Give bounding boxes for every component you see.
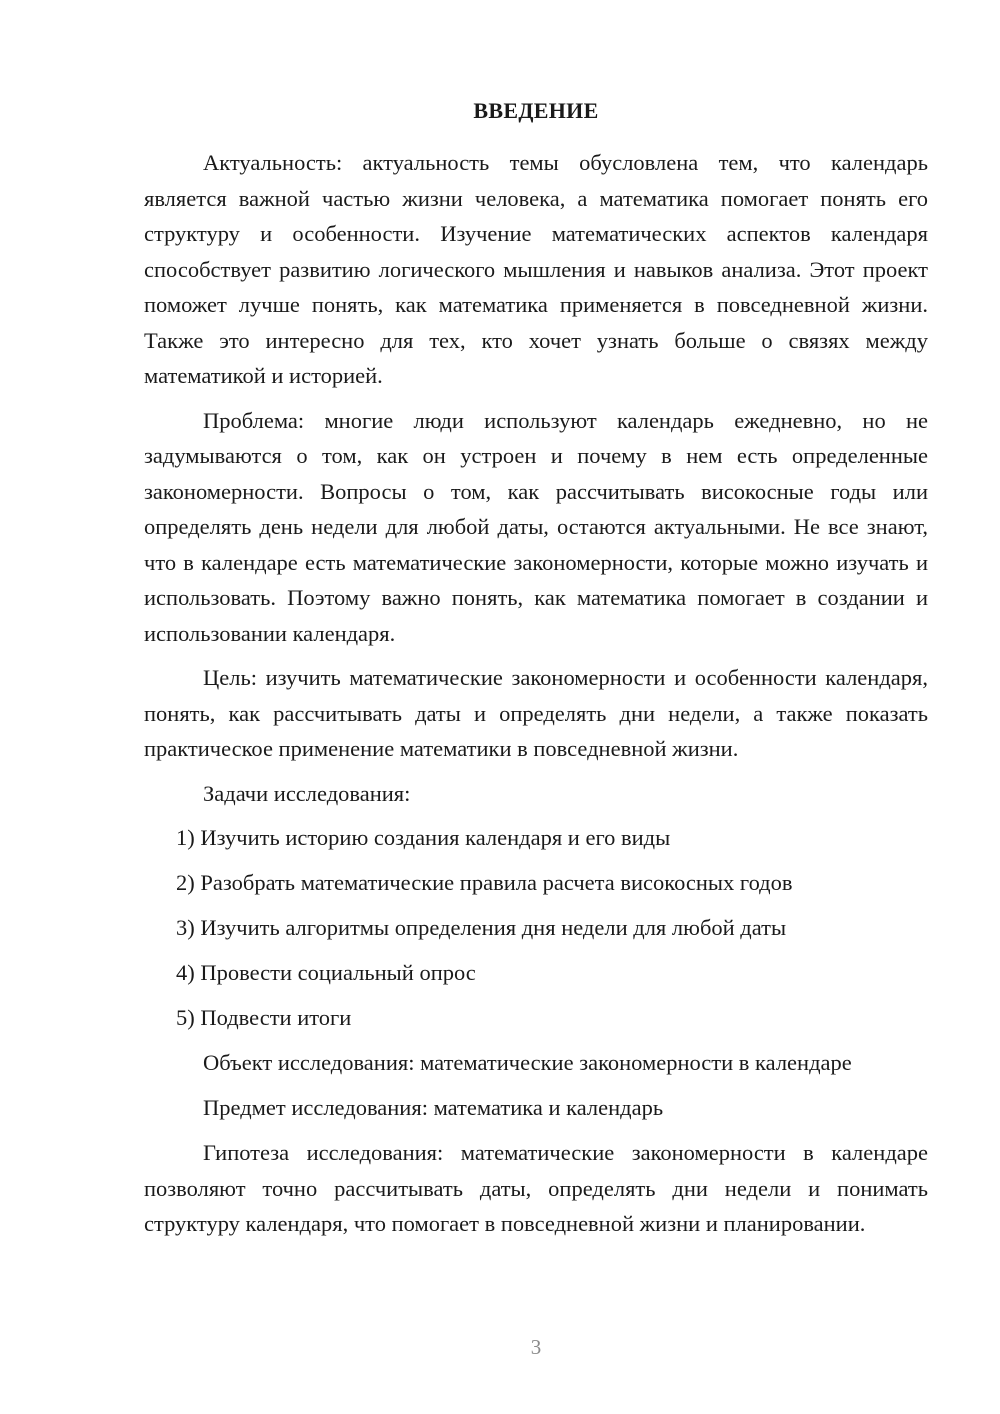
research-object: Объект исследования: математические закономерности в календаре [203, 1050, 852, 1075]
problem-paragraph: Проблема: многие люди используют календарь ежедневно, но не задумываются о том, как он устроен и почему в нем есть определенные закономерности. Вопросы о том, как рассчитывать високосные годы или определять день недели для любой даты, остаются актуальными. Не все знают, что в календаре есть математические закономерности, которые можно изучать и использовать. Поэтому важно понять, как математика помогает в создании и использовании календаря. [144, 407, 928, 646]
page-number: 3 [530, 1335, 542, 1359]
goal-paragraph: Цель: изучить математические закономерности и особенности календаря, понять, как рассчитывать даты и определять дни недели, а также показать практическое применение математики в повседневной жизни. [144, 665, 928, 761]
task-item: 1) Изучить историю создания календаря и его виды [176, 825, 671, 850]
tasks-list [144, 820, 928, 1036]
body-text [144, 145, 928, 1242]
tasks-heading: Задачи исследования: [203, 780, 411, 806]
research-subject: Предмет исследования: математика и календарь [203, 1095, 664, 1120]
task-item: 5) Подвести итоги [176, 1005, 352, 1030]
task-item: 4) Провести социальный опрос [176, 960, 476, 985]
relevance-paragraph: Актуальность: актуальность темы обусловлена тем, что календарь является важной частью жизни человека, а математика помогает понять его структуру и особенности. Изучение математических аспектов календаря способствует развитию логического мышления и навыков анализа. Этот проект поможет лучше понять, как математика применяется в повседневной жизни. Также это интересно для тех, кто хочет узнать больше о связях между математикой и историей. [144, 150, 928, 388]
page-title: ВВЕДЕНИЕ [473, 98, 599, 123]
task-item: 2) Разобрать математические правила расчета високосных годов [176, 870, 793, 895]
research-hypothesis: Гипотеза исследования: математические закономерности в календаре позволяют точно рассчитывать даты, определять дни недели и понимать структуру календаря, что помогает в повседневной жизни и планировании. [144, 1140, 928, 1236]
task-item: 3) Изучить алгоритмы определения дня недели для любой даты [176, 915, 787, 940]
